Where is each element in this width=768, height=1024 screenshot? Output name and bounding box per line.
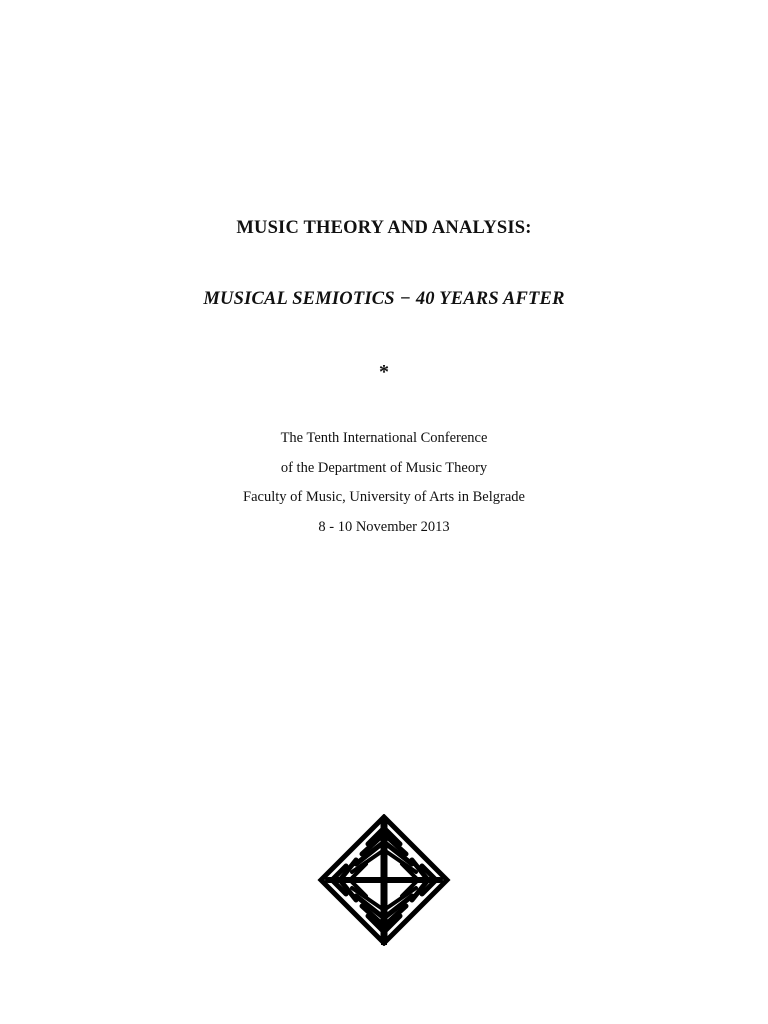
conference-info: [0, 424, 768, 542]
document-title: MUSIC THEORY AND ANALYSIS:: [236, 218, 532, 238]
asterisk-separator: *: [379, 361, 389, 383]
tree-diamond-logo-icon: [316, 814, 452, 946]
conference-line-name: The Tenth International Conference: [280, 430, 488, 446]
conference-line-department: of the Department of Music Theory: [280, 459, 488, 476]
conference-line-dates: 8 - 10 November 2013: [318, 518, 450, 535]
document-subtitle: MUSICAL SEMIOTICS − 40 YEARS AFTER: [203, 289, 565, 309]
conference-line-faculty: Faculty of Music, University of Arts in Belgrade: [243, 489, 525, 505]
